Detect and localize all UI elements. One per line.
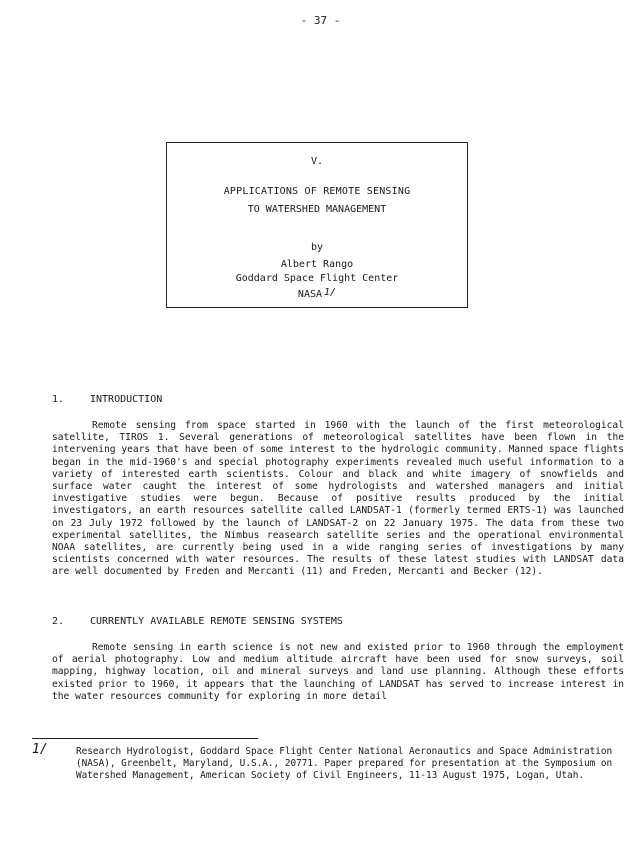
- footnote-reference-mark: 1/: [324, 287, 337, 298]
- chapter-title-line-1: APPLICATIONS OF REMOTE SENSING: [223, 186, 411, 197]
- author-organization: Goddard Space Flight Center: [235, 273, 399, 284]
- section-heading-introduction: [52, 394, 162, 406]
- section-title: INTRODUCTION: [90, 394, 163, 405]
- introduction-paragraph: Remote sensing from space started in 1960 with the launch of the first meteorological satellite, TIROS 1. Several generations of meteorological satellites have been flown in the intervening years that have been of some interest to the hydrologic community. Manned space flights began in the mid-1960's and special photography experiments revealed much useful information to a variety of interested earth scientists. Colour and black and white imagery of snowfields and surface water caught the interest of some hydrologists and watershed managers and initial investigative studies were begun. Because of positive results produced by the initial investigators, an earth resources satellite called LANDSAT-1 (formerly termed ERTS-1) was launched on 23 July 1972 followed by the launch of LANDSAT-2 on 22 January 1975. The data from these two experimental satellites, the Nimbus reasearch satellite series and the operational environmental NOAA satellites, are currently being used in a wide ranging series of investigations by many scientists concerned with water resources. The results of these latest studies with LANDSAT data are well documented by Freden and Mercanti (11) and Freden, Mercanti and Becker (12).: [52, 420, 624, 578]
- footnote-divider: [32, 738, 258, 739]
- page-number: - 37 -: [300, 14, 341, 27]
- author-name: Albert Rango: [280, 259, 354, 270]
- chapter-title-line-2: TO WATERSHED MANAGEMENT: [247, 204, 387, 215]
- section-number: 1.: [52, 394, 65, 405]
- author-agency-line: [167, 286, 467, 302]
- remote-sensing-systems-paragraph: Remote sensing in earth science is not new and existed prior to 1960 through the employment of aerial photography. Low and medium altitude aircraft have been used for snow surveys, soil mapping, highway location, oil and mineral surveys and land use planning. Although these efforts existed prior to 1960, it appears that the launching of LANDSAT has served to increase interest in the water resources community for exploring in more detail: [52, 642, 624, 702]
- footnote-label: 1/: [32, 742, 48, 757]
- section-title: CURRENTLY AVAILABLE REMOTE SENSING SYSTEMS: [90, 616, 343, 627]
- section-heading-remote-sensing-systems: [52, 616, 343, 628]
- chapter-title-box: [166, 142, 468, 308]
- footnote-text: Research Hydrologist, Goddard Space Flight Center National Aeronautics and Space Administration (NASA), Greenbelt, Maryland, U.S.A., 20771. Paper prepared for presentation at the Symposium on Watershed Management, American Society of Civil Engineers, 11-13 August 1975, Logan, Utah.: [76, 746, 613, 781]
- byline-by: by: [310, 242, 324, 253]
- author-agency: NASA: [297, 289, 323, 300]
- chapter-number: V.: [310, 156, 324, 167]
- section-number: 2.: [52, 616, 65, 627]
